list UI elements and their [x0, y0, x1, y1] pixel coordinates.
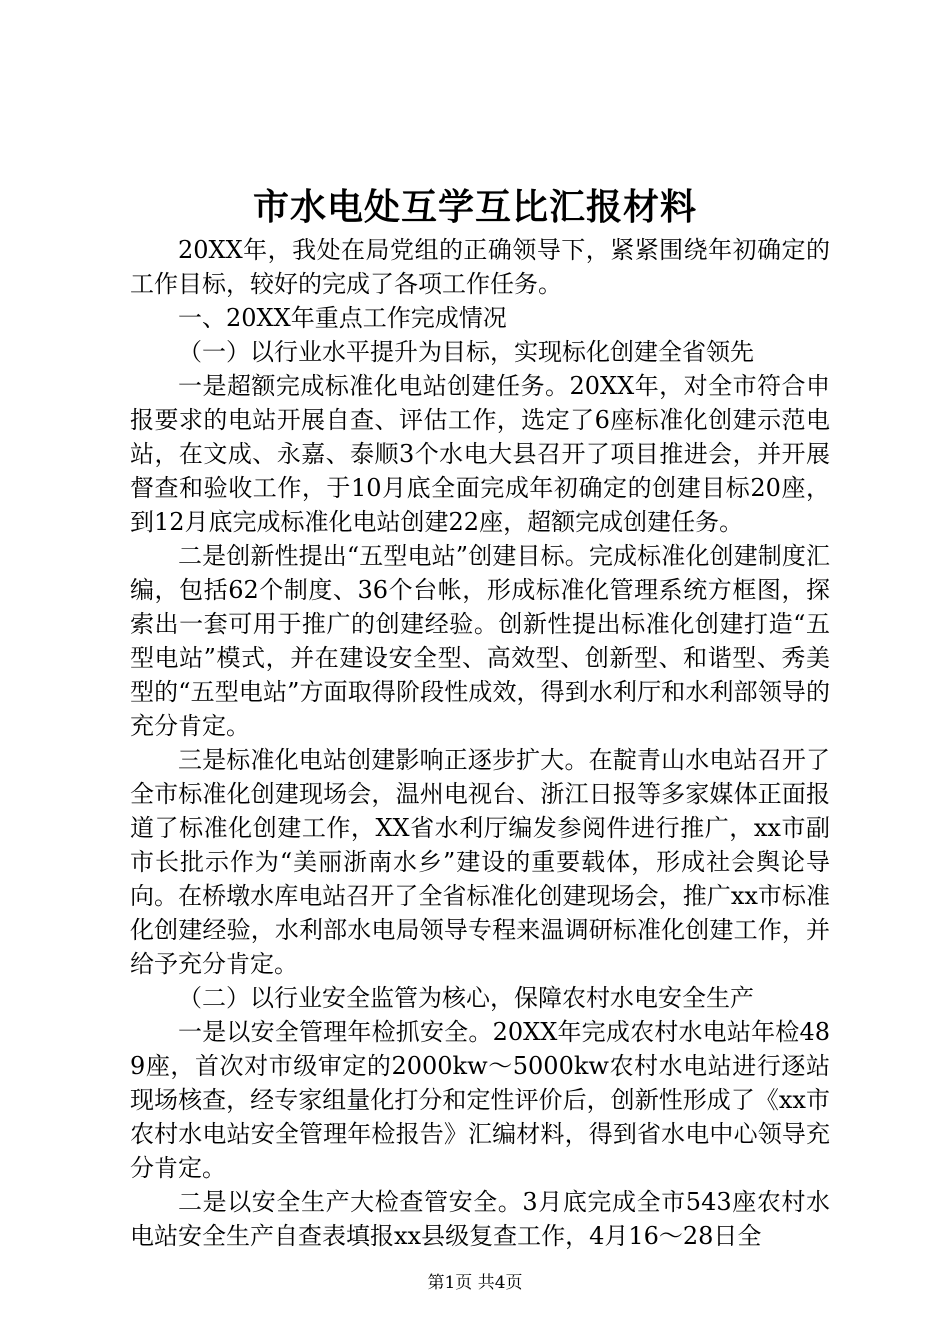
- page-number-footer: 第1页 共4页: [427, 1273, 523, 1293]
- document-title: 市水电处互学互比汇报材料: [252, 186, 697, 228]
- paragraph-item-1: 一是超额完成标准化电站创建任务。20XX年，对全市符合申报要求的电站开展自查、评估工作，选定了6座标准化创建示范电站，在文成、永嘉、泰顺3个水电大县召开了项目推进会，并开展督查和验收工作，于10月底全面完成年初确定的创建目标20座，到12月底完成标准化电站创建22座，超额完成创建任务。: [130, 372, 830, 536]
- paragraph-intro: 20XX年，我处在局党组的正确领导下，紧紧围绕年初确定的工作目标，较好的完成了各项工作任务。: [130, 236, 830, 298]
- paragraph-item-4: 一是以安全管理年检抓安全。20XX年完成农村水电站年检489座，首次对市级审定的2000kw～5000kw农村水电站进行逐站现场核查，经专家组量化打分和定性评价后，创新性形成了《xx市农村水电站安全管理年检报告》汇编材料，得到省水电中心领导充分肯定。: [130, 1018, 830, 1182]
- subsection-heading-1: （一）以行业水平提升为目标，实现标化创建全省领先: [178, 338, 754, 366]
- subsection-heading-2: （二）以行业安全监管为核心，保障农村水电安全生产: [178, 984, 754, 1012]
- paragraph-item-5: 二是以安全生产大检查管安全。3月底完成全市543座农村水电站安全生产自查表填报xx县级复查工作，4月16～28日全: [130, 1188, 830, 1250]
- paragraph-item-2: 二是创新性提出“五型电站”创建目标。完成标准化创建制度汇编，包括62个制度、36个台帐，形成标准化管理系统方框图，探索出一套可用于推广的创建经验。创新性提出标准化创建打造“五型电站”模式，并在建设安全型、高效型、创新型、和谐型、秀美型的“五型电站”方面取得阶段性成效，得到水利厅和水利部领导的充分肯定。: [130, 542, 830, 740]
- paragraph-item-3: 三是标准化电站创建影响正逐步扩大。在靛青山水电站召开了全市标准化创建现场会，温州电视台、浙江日报等多家媒体正面报道了标准化创建工作，XX省水利厅编发参阅件进行推广，xx市副市长批示作为“美丽浙南水乡”建设的重要载体，形成社会舆论导向。在桥墩水库电站召开了全省标准化创建现场会，推广xx市标准化创建经验，水利部水电局领导专程来温调研标准化创建工作，并给予充分肯定。: [130, 746, 830, 978]
- section-heading-1: 一、20XX年重点工作完成情况: [178, 304, 507, 332]
- document-body: [130, 233, 830, 1253]
